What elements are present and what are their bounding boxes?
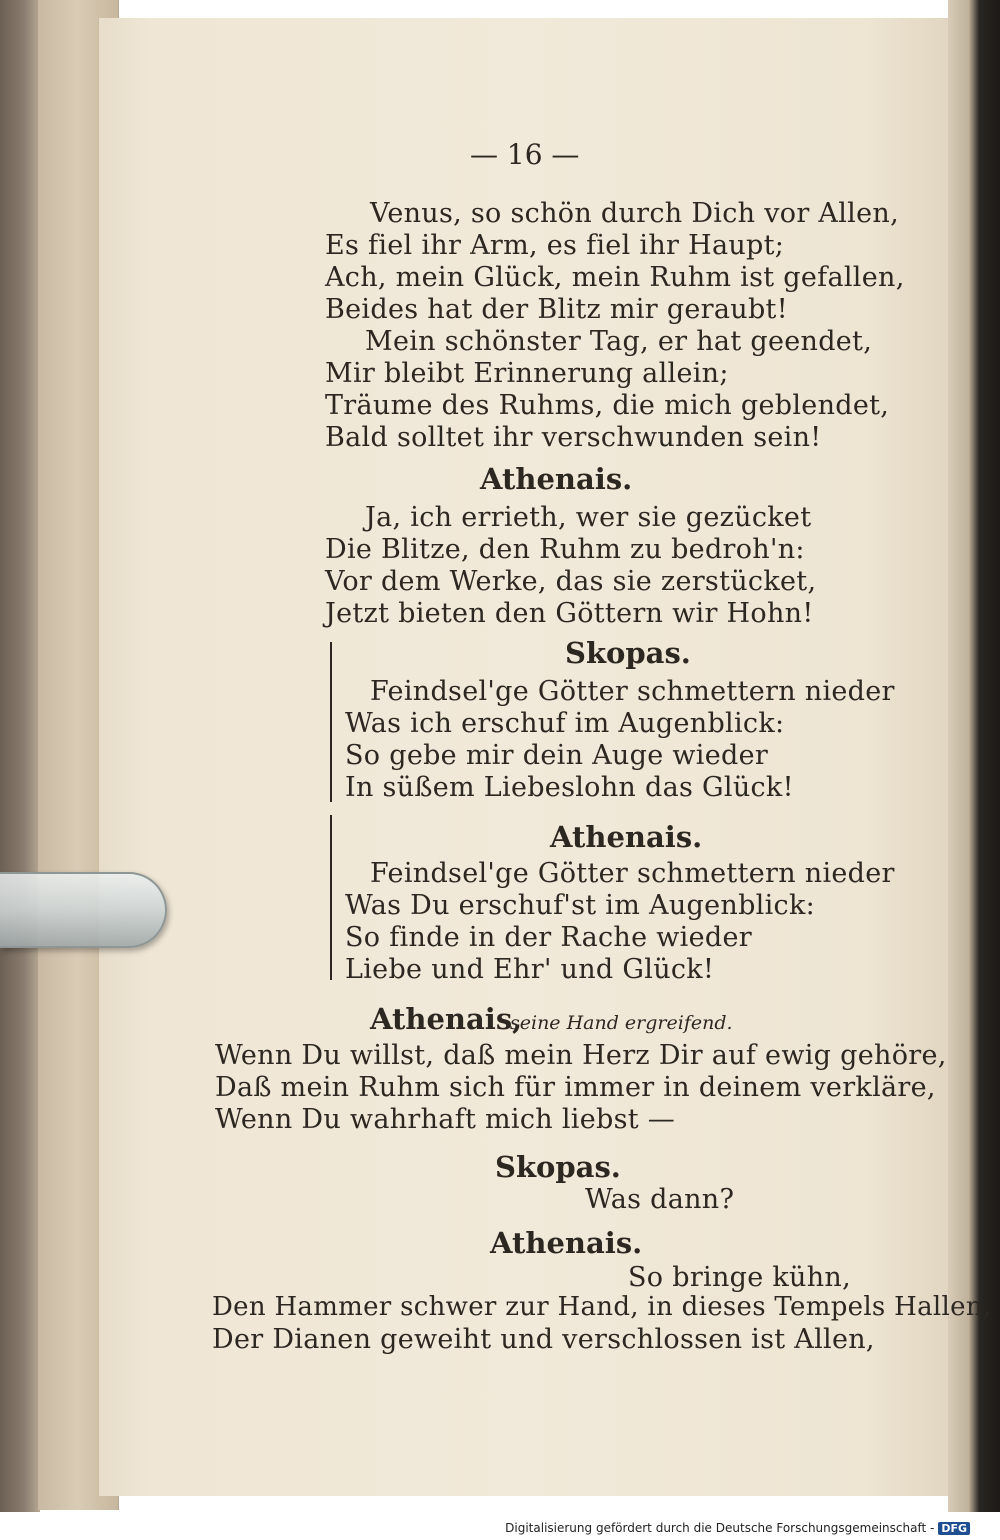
verse-line: Den Hammer schwer zur Hand, in dieses Tempels Hallen, [212, 1292, 992, 1322]
verse-line: Bald solltet ihr verschwunden sein! [325, 422, 822, 453]
verse-line: Mein schönster Tag, er hat geendet, [365, 326, 873, 357]
verse-line: Der Dianen geweiht und verschlossen ist Allen, [212, 1324, 875, 1355]
credit-text: Digitalisierung gefördert durch die Deutsche Forschungsgemeinschaft - [505, 1521, 935, 1535]
speaker-name: Athenais. [480, 462, 633, 496]
verse-line: Ja, ich errieth, wer sie gezücket [365, 502, 812, 533]
verse-line: So gebe mir dein Auge wieder [345, 740, 769, 771]
scan-edge-left [0, 0, 40, 1540]
verse-line: Liebe und Ehr' und Glück! [345, 954, 715, 985]
verse-line: Feindsel'ge Götter schmettern nieder [370, 676, 895, 707]
verse-line: Vor dem Werke, das sie zerstücket, [325, 566, 817, 597]
verse-line: In süßem Liebeslohn das Glück! [345, 772, 794, 803]
verse-line: Feindsel'ge Götter schmettern nieder [370, 858, 895, 889]
verse-line: Venus, so schön durch Dich vor Allen, [370, 198, 899, 229]
brace-left [330, 642, 332, 802]
speaker-name: Athenais, [370, 1002, 523, 1036]
verse-line: Daß mein Ruhm sich für immer in deinem verkläre, [215, 1072, 936, 1103]
speaker-name: Skopas. [565, 636, 691, 670]
page-number: — 16 — [470, 138, 580, 171]
speaker-name: Skopas. [495, 1150, 621, 1184]
digitization-credit [505, 1521, 970, 1535]
verse-line: Mir bleibt Erinnerung allein; [325, 358, 729, 389]
verse-line: Es fiel ihr Arm, es fiel ihr Haupt; [325, 230, 785, 261]
speaker-name: Athenais. [550, 820, 703, 854]
verse-line: Jetzt bieten den Göttern wir Hohn! [325, 598, 814, 629]
verse-line: So finde in der Rache wieder [345, 922, 752, 953]
verse-line: Wenn Du wahrhaft mich liebst — [215, 1104, 676, 1135]
verse-line: Was Du erschuf'st im Augenblick: [345, 890, 815, 921]
stage-direction: seine Hand ergreifend. [510, 1012, 733, 1034]
verse-line: Ach, mein Glück, mein Ruhm ist gefallen, [325, 262, 905, 293]
verse-line: Wenn Du willst, daß mein Herz Dir auf ewig gehöre, [215, 1040, 947, 1071]
verse-line: Beides hat der Blitz mir geraubt! [325, 294, 788, 325]
dfg-logo: DFG [938, 1522, 970, 1535]
verse-line: Träume des Ruhms, die mich geblendet, [325, 390, 890, 421]
verse-line: Was dann? [585, 1184, 735, 1215]
speaker-name: Athenais. [490, 1226, 643, 1260]
verse-line: Was ich erschuf im Augenblick: [345, 708, 785, 739]
verse-line: Die Blitze, den Ruhm zu bedroh'n: [325, 534, 805, 565]
page-clip [0, 872, 167, 948]
brace-left [330, 815, 332, 980]
verse-line: So bringe kühn, [628, 1262, 852, 1293]
